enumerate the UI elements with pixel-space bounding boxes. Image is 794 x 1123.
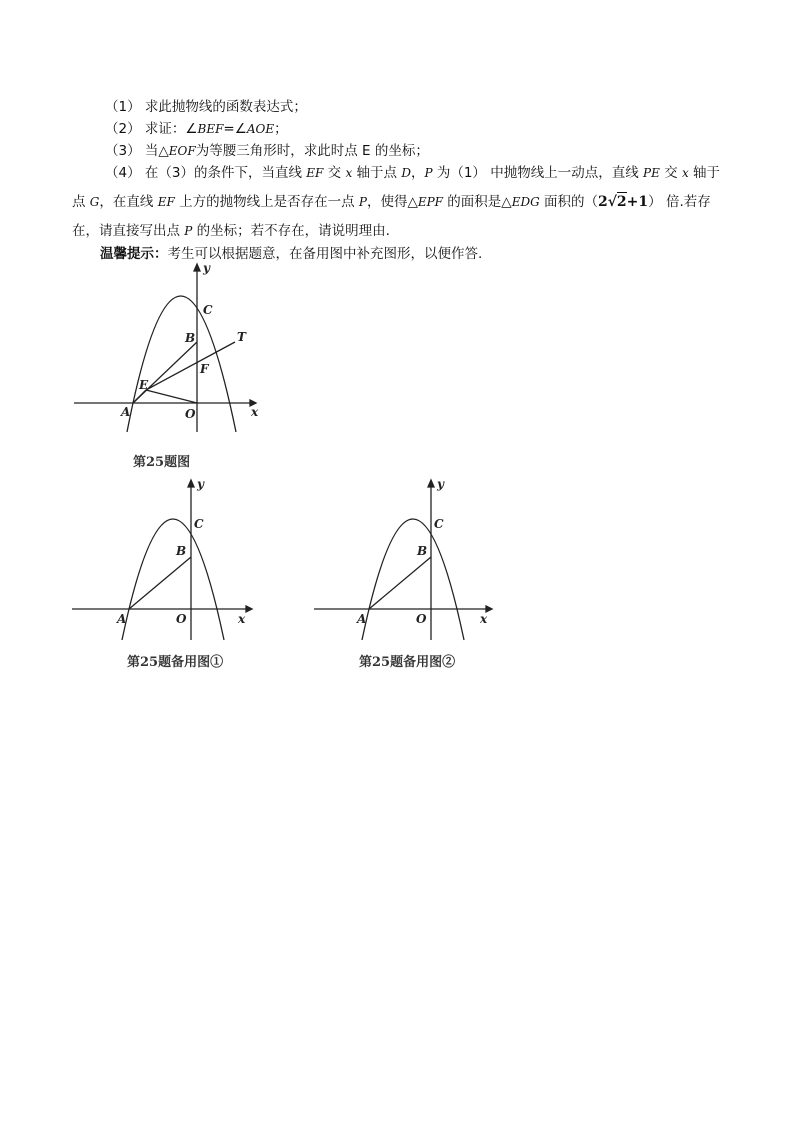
q2-aoe: AOE — [246, 122, 275, 136]
q4-pe: PE — [643, 166, 660, 180]
q4-radicand: 2 — [616, 194, 627, 210]
hint-label: 温馨提示： — [100, 246, 168, 262]
label-c: C — [194, 517, 204, 531]
segment-eo — [146, 390, 197, 403]
label-b: B — [417, 544, 428, 558]
y-axis-arrow — [194, 264, 200, 271]
label-x: x — [238, 612, 246, 626]
q4-text: 在（3）的条件下，当直线 — [140, 165, 307, 181]
parabola — [122, 519, 224, 640]
segment-ab — [129, 557, 191, 609]
q4-text: 交 — [323, 165, 346, 181]
q2-post: ； — [274, 121, 288, 137]
label-f: F — [200, 362, 209, 376]
q4-p: P — [358, 195, 367, 209]
q4-x: x — [345, 166, 353, 180]
q4-p: P — [424, 166, 433, 180]
segment-et — [146, 342, 235, 390]
q1-number: （1） — [105, 99, 141, 115]
q2-pre: 求证：∠ — [144, 121, 198, 137]
q1-text: 求此抛物线的函数表达式； — [144, 99, 307, 115]
q3-post: 为等腰三角形时，求此时点 E 的坐标； — [195, 143, 429, 159]
label-a: A — [117, 612, 127, 626]
label-b: B — [176, 544, 187, 558]
q4-text: 上方的抛物线上是否存在一点 — [174, 194, 359, 210]
segment-ab — [369, 557, 431, 609]
label-a: A — [121, 405, 131, 419]
hint-text: 考生可以根据题意，在备用图中补充图形，以便作答. — [167, 246, 483, 262]
label-o: O — [185, 407, 196, 421]
backup-figure-1-caption: 第25题备用图① — [127, 655, 224, 670]
q4-p: P — [184, 224, 193, 238]
label-o: O — [416, 612, 427, 626]
q4-text: 的面积是△ — [443, 194, 512, 210]
q4-ef: EF — [157, 195, 175, 209]
q4-text: ，在直线 — [99, 194, 158, 210]
q3-eof: EOF — [168, 144, 196, 158]
q4-ef: EF — [306, 166, 324, 180]
q4-text: ， — [410, 165, 425, 181]
parabola — [362, 519, 464, 640]
q4-g: G — [89, 195, 100, 209]
q2-number: （2） — [105, 121, 141, 137]
y-axis-arrow — [188, 480, 194, 487]
q4-text: ） 倍.若存 — [648, 194, 711, 210]
label-b: B — [185, 331, 196, 345]
backup-figure-2-caption: 第25题备用图② — [359, 655, 456, 670]
parabola — [127, 296, 236, 432]
label-x: x — [480, 612, 488, 626]
label-c: C — [434, 517, 444, 531]
q4-text: 轴于点 — [352, 165, 402, 181]
q4-text: 为（1） 中抛物线上一动点，直线 — [432, 165, 643, 181]
label-o: O — [176, 612, 187, 626]
q4-text: 点 — [72, 194, 90, 210]
q4-coef: 2 — [597, 194, 608, 210]
q4-d: D — [401, 166, 411, 180]
label-y: y — [203, 261, 210, 275]
x-axis-arrow — [246, 606, 252, 612]
main-figure-caption: 第25题图 — [133, 455, 191, 470]
q2-bef: BEF — [197, 122, 224, 136]
label-x: x — [251, 405, 259, 419]
q4-epf: EPF — [417, 195, 444, 209]
q4-text: 轴于 — [688, 165, 721, 181]
q4-text: 的坐标；若不存在，请说明理由. — [192, 223, 390, 239]
q3-number: （3） — [105, 143, 141, 159]
q4-x: x — [681, 166, 689, 180]
q4-edg: EDG — [511, 195, 540, 209]
label-y: y — [437, 477, 444, 491]
q4-text: 交 — [659, 165, 682, 181]
label-e: E — [139, 378, 149, 392]
q4-text: 面积的（ — [539, 194, 598, 210]
label-c: C — [203, 303, 213, 317]
q2-mid: =∠ — [223, 121, 247, 137]
q4-plus: +1 — [626, 194, 649, 210]
label-t: T — [237, 330, 246, 344]
q3-pre: 当△ — [144, 143, 169, 159]
label-a: A — [357, 612, 367, 626]
q4-number: （4） — [105, 165, 141, 181]
q4-text: 在，请直接写出点 — [72, 223, 185, 239]
q4-coefficient: 2√2+1 — [597, 194, 649, 210]
label-y: y — [197, 477, 204, 491]
q4-text: ，使得△ — [366, 194, 418, 210]
y-axis-arrow — [428, 480, 434, 487]
